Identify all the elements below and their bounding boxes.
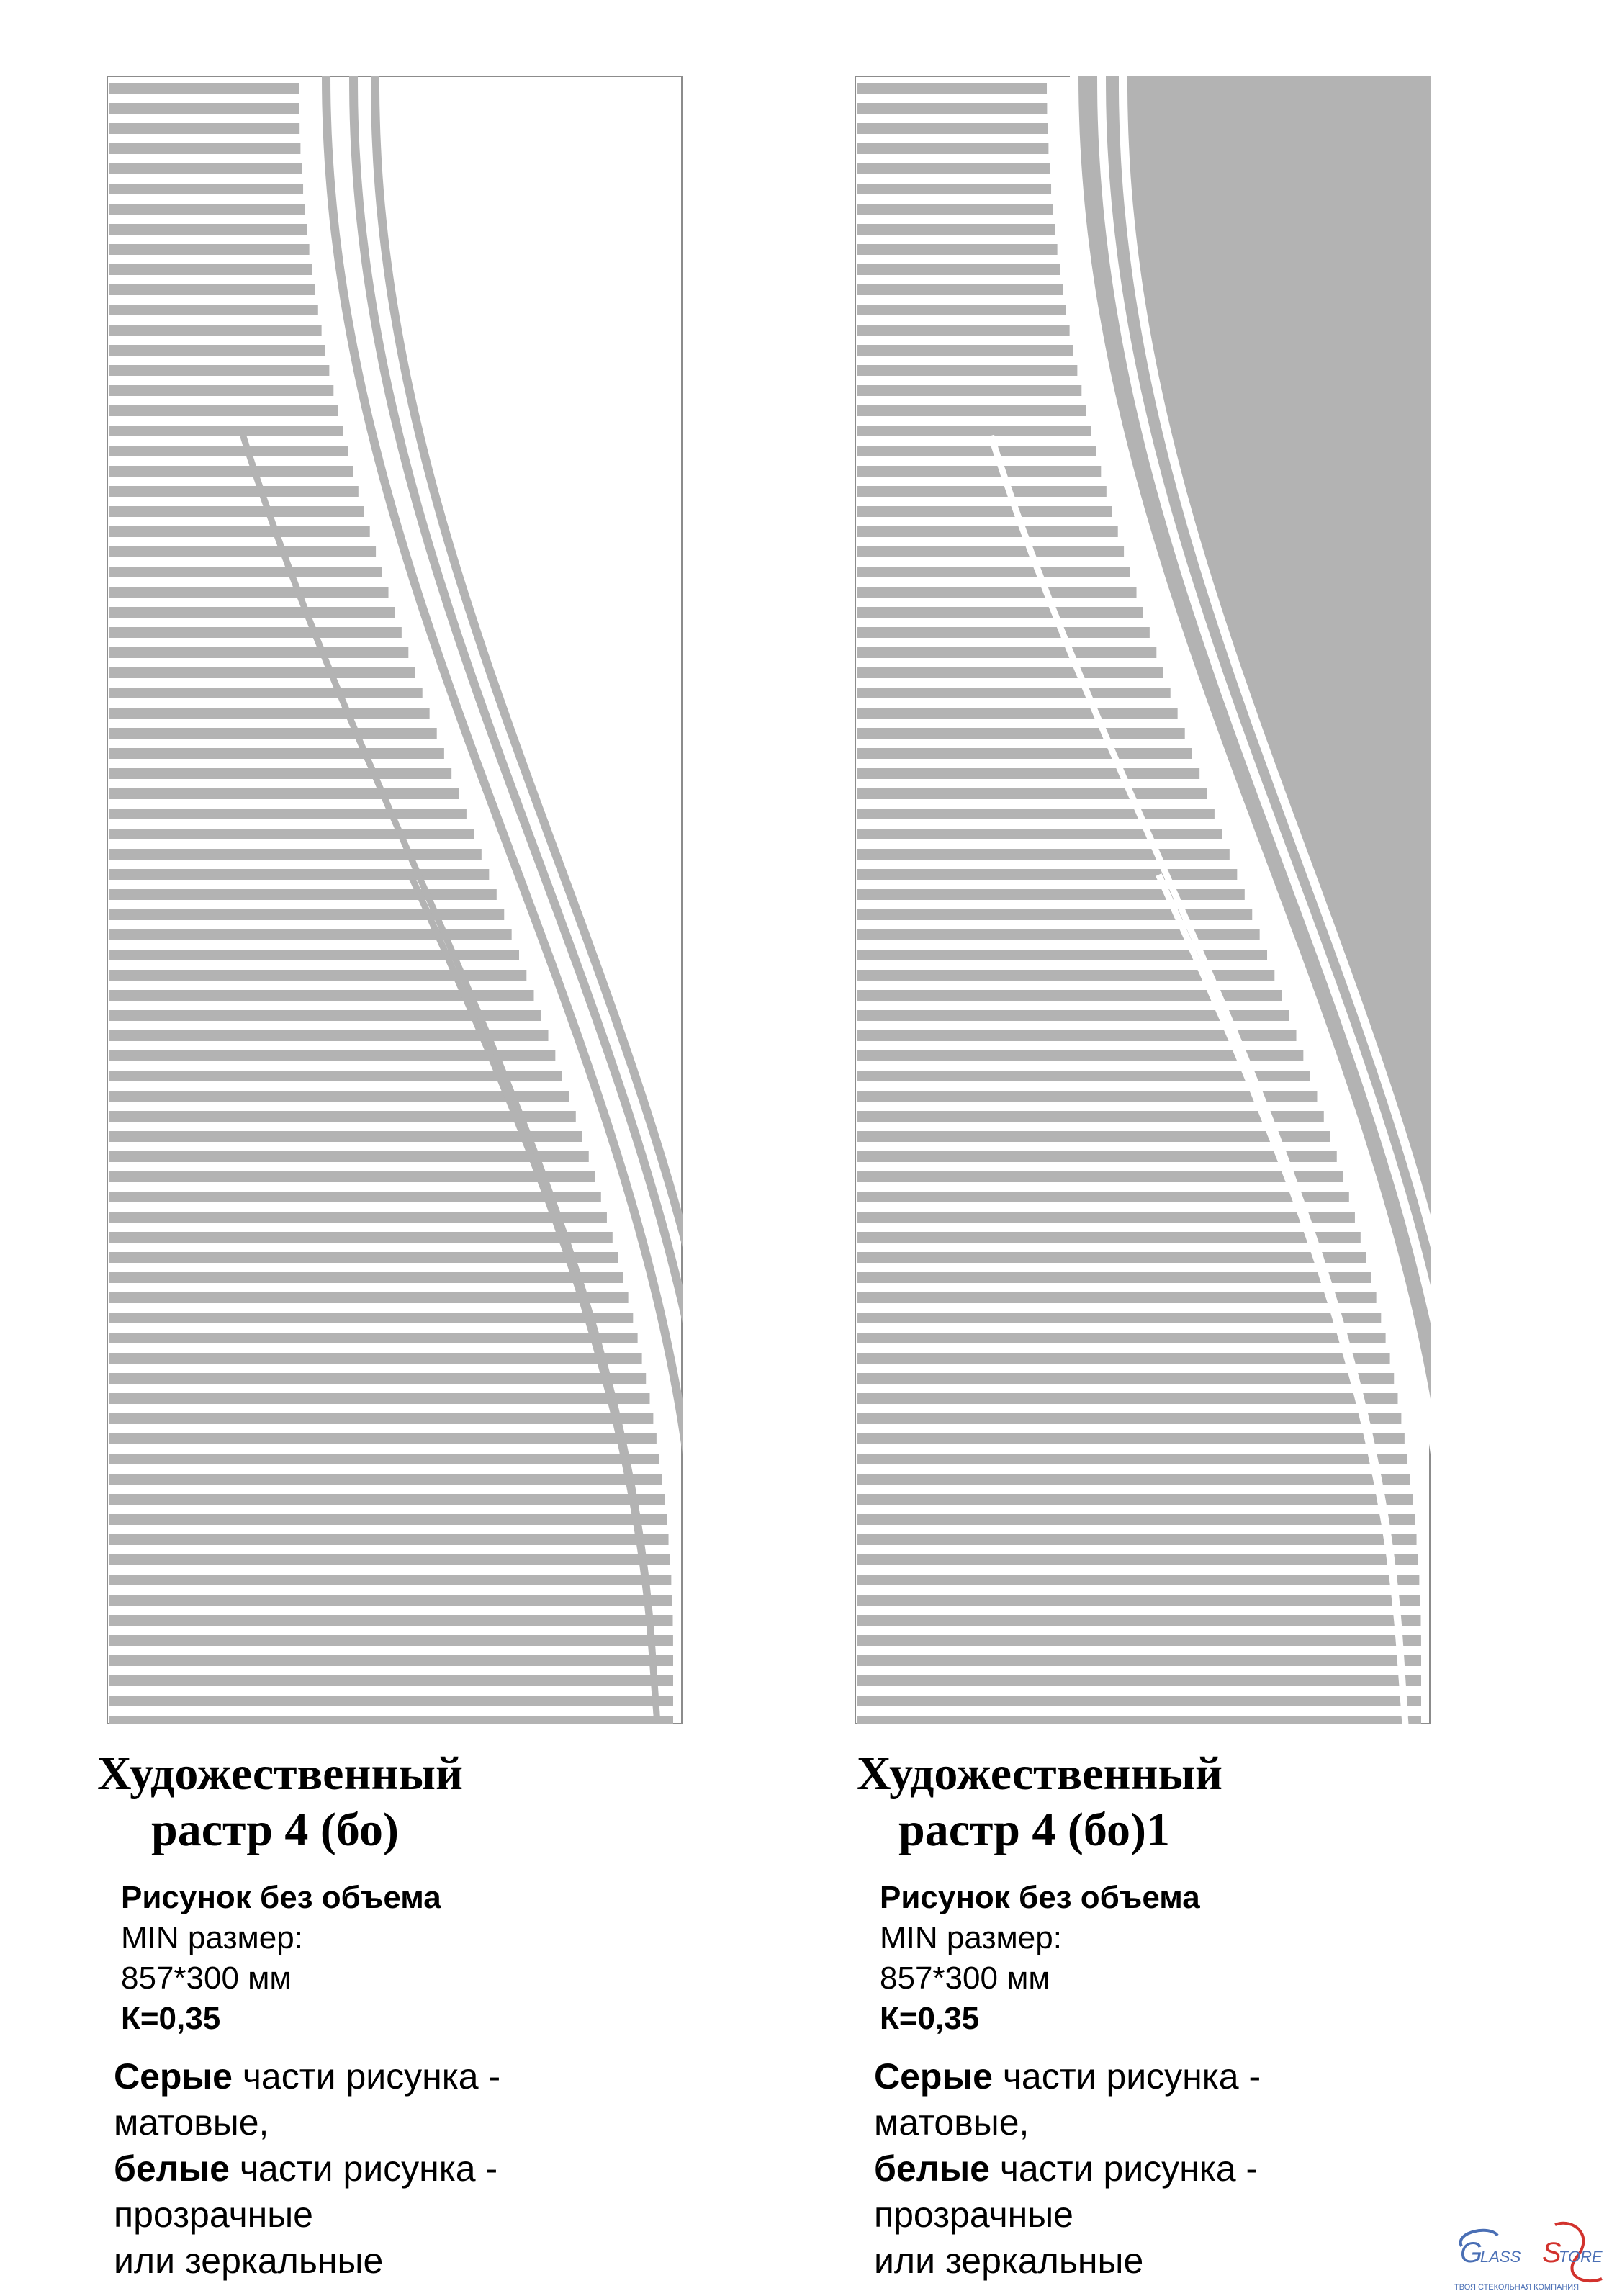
raster-stripe bbox=[857, 1353, 1390, 1364]
raster-stripe bbox=[109, 345, 325, 356]
raster-stripe bbox=[109, 1252, 618, 1263]
raster-stripe bbox=[109, 385, 333, 396]
raster-stripe bbox=[857, 1131, 1330, 1142]
material-note-left bbox=[114, 2053, 500, 2284]
raster-stripe bbox=[109, 546, 376, 557]
raster-stripe bbox=[109, 325, 322, 336]
glass-store-logo bbox=[1447, 2218, 1617, 2296]
raster-stripe bbox=[109, 748, 444, 759]
raster-stripe bbox=[109, 1151, 589, 1162]
raster-stripe bbox=[857, 1655, 1421, 1666]
raster-stripe bbox=[857, 385, 1081, 396]
raster-stripe bbox=[109, 1373, 646, 1384]
raster-stripe bbox=[109, 1514, 667, 1525]
raster-stripe bbox=[109, 1655, 673, 1666]
raster-stripe bbox=[109, 929, 512, 940]
raster-stripe bbox=[857, 1373, 1394, 1384]
raster-stripe bbox=[109, 1353, 642, 1364]
raster-stripe bbox=[109, 688, 423, 698]
raster-stripe bbox=[109, 728, 437, 739]
raster-stripe bbox=[857, 1433, 1405, 1444]
raster-stripe bbox=[109, 1212, 607, 1223]
raster-stripe bbox=[109, 607, 395, 618]
raster-stripe bbox=[857, 869, 1237, 880]
raster-stripe bbox=[857, 224, 1055, 235]
raster-stripe bbox=[109, 1696, 673, 1706]
raster-stripe bbox=[857, 889, 1245, 900]
raster-stripe bbox=[857, 1111, 1324, 1122]
svg-text:TORE: TORE bbox=[1559, 2248, 1603, 2266]
raster-stripe bbox=[109, 184, 303, 194]
material-note-right bbox=[874, 2053, 1261, 2284]
raster-stripe bbox=[857, 103, 1047, 114]
title-line-1: Художественный bbox=[857, 1747, 1223, 1800]
raster-stripe bbox=[109, 446, 348, 456]
raster-stripe bbox=[109, 1615, 673, 1626]
raster-stripe bbox=[857, 688, 1171, 698]
svg-text:ТВОЯ СТЕКОЛЬНАЯ КОМПАНИЯ: ТВОЯ СТЕКОЛЬНАЯ КОМПАНИЯ bbox=[1454, 2283, 1580, 2292]
raster-stripe bbox=[109, 466, 353, 477]
raster-stripe bbox=[857, 1171, 1343, 1182]
raster-stripe bbox=[109, 224, 307, 235]
raster-stripe bbox=[109, 1292, 629, 1303]
raster-stripe bbox=[857, 1272, 1371, 1283]
raster-stripe bbox=[109, 567, 382, 577]
raster-stripe bbox=[857, 284, 1063, 295]
raster-stripe bbox=[857, 1151, 1337, 1162]
raster-stripe bbox=[857, 768, 1199, 779]
note-white-line2: прозрачные bbox=[874, 2194, 1073, 2235]
raster-stripe bbox=[857, 446, 1096, 456]
raster-stripe bbox=[857, 1696, 1421, 1706]
title-line-2: растр 4 (бо)1 bbox=[898, 1804, 1171, 1856]
raster-stripe bbox=[109, 284, 315, 295]
title-line-1: Художественный bbox=[97, 1747, 464, 1800]
design-info-left bbox=[121, 1878, 441, 2039]
raster-stripe bbox=[857, 1212, 1355, 1223]
raster-stripe bbox=[857, 1292, 1377, 1303]
note-gray-line2: матовые, bbox=[114, 2102, 269, 2143]
note-gray-word: Серые bbox=[874, 2056, 993, 2097]
note-gray-line bbox=[874, 2053, 1261, 2099]
raster-stripe bbox=[109, 1131, 582, 1142]
raster-stripe bbox=[857, 849, 1230, 860]
raster-stripe bbox=[109, 1313, 633, 1323]
raster-stripe bbox=[857, 1333, 1386, 1343]
raster-stripe bbox=[109, 889, 497, 900]
size-label: MIN размер: bbox=[121, 1920, 303, 1955]
raster-stripe bbox=[857, 1454, 1407, 1464]
raster-stripe bbox=[109, 123, 299, 134]
raster-stripe bbox=[109, 506, 364, 517]
raster-stripe bbox=[109, 1091, 569, 1102]
raster-stripe bbox=[857, 1595, 1420, 1606]
raster-stripe bbox=[857, 587, 1137, 598]
raster-stripe bbox=[109, 83, 299, 94]
note-white-rest: части рисунка - bbox=[989, 2148, 1258, 2189]
raster-stripe bbox=[109, 849, 482, 860]
raster-stripe bbox=[109, 1171, 595, 1182]
raster-stripe bbox=[857, 264, 1060, 275]
raster-stripe bbox=[857, 748, 1192, 759]
raster-stripe bbox=[857, 184, 1051, 194]
raster-stripe bbox=[857, 546, 1124, 557]
note-white-line3: или зеркальные bbox=[874, 2241, 1144, 2281]
raster-stripe bbox=[857, 909, 1252, 920]
raster-stripe bbox=[109, 1675, 673, 1686]
raster-stripe bbox=[109, 708, 430, 719]
raster-stripe bbox=[109, 809, 467, 819]
note-white-line bbox=[874, 2146, 1261, 2192]
raster-stripe bbox=[109, 365, 329, 376]
raster-stripe bbox=[109, 426, 343, 436]
raster-stripe bbox=[109, 1575, 671, 1585]
raster-stripe bbox=[857, 526, 1118, 537]
raster-stripe bbox=[109, 1111, 576, 1122]
svg-text:S: S bbox=[1542, 2237, 1562, 2269]
raster-stripe bbox=[857, 405, 1086, 416]
design-title-right bbox=[857, 1746, 1222, 1858]
raster-stripe bbox=[109, 1413, 653, 1424]
raster-stripe bbox=[109, 1635, 673, 1646]
raster-stripe bbox=[109, 667, 415, 678]
note-white-line bbox=[114, 2146, 500, 2192]
raster-stripe bbox=[857, 627, 1150, 638]
raster-stripe bbox=[857, 708, 1178, 719]
raster-stripe bbox=[109, 1595, 672, 1606]
note-gray-line bbox=[114, 2053, 500, 2099]
raster-stripe bbox=[109, 587, 389, 598]
raster-stripe bbox=[109, 627, 402, 638]
raster-stripe bbox=[857, 163, 1050, 174]
note-white-word: белые bbox=[114, 2148, 230, 2189]
raster-stripe bbox=[109, 1716, 673, 1724]
raster-stripe bbox=[857, 1575, 1419, 1585]
raster-stripe bbox=[109, 869, 489, 880]
raster-stripe bbox=[109, 264, 312, 275]
raster-stripe bbox=[109, 1272, 623, 1283]
pattern-artwork-left bbox=[107, 76, 683, 1724]
raster-stripe bbox=[109, 647, 408, 658]
raster-stripe bbox=[857, 1494, 1413, 1505]
raster-stripe bbox=[857, 1474, 1410, 1485]
size-label: MIN размер: bbox=[880, 1920, 1062, 1955]
raster-stripe bbox=[857, 365, 1077, 376]
raster-stripe bbox=[857, 345, 1073, 356]
note-white-line2: прозрачные bbox=[114, 2194, 313, 2235]
raster-stripe bbox=[857, 426, 1091, 436]
raster-stripe bbox=[857, 829, 1222, 839]
svg-text:G: G bbox=[1460, 2237, 1483, 2269]
raster-stripe bbox=[857, 466, 1101, 477]
raster-stripe bbox=[109, 1433, 657, 1444]
coefficient: К=0,35 bbox=[121, 2001, 221, 2036]
note-white-word: белые bbox=[874, 2148, 990, 2189]
raster-stripe bbox=[109, 244, 310, 255]
raster-stripe bbox=[109, 1454, 659, 1464]
subtitle: Рисунок без объема bbox=[880, 1880, 1200, 1915]
raster-stripe bbox=[857, 1615, 1421, 1626]
raster-stripe bbox=[857, 1716, 1421, 1724]
raster-stripe bbox=[109, 1474, 662, 1485]
raster-stripe bbox=[857, 204, 1053, 215]
raster-stripe bbox=[857, 788, 1207, 799]
raster-stripe bbox=[109, 1534, 669, 1545]
raster-stripe bbox=[109, 788, 459, 799]
raster-stripe bbox=[857, 809, 1215, 819]
raster-stripe bbox=[857, 1514, 1415, 1525]
design-info-right bbox=[880, 1878, 1200, 2039]
raster-stripe bbox=[109, 909, 504, 920]
subtitle: Рисунок без объема bbox=[121, 1880, 441, 1915]
raster-stripe bbox=[109, 143, 300, 154]
raster-stripe bbox=[857, 506, 1112, 517]
raster-stripe bbox=[857, 1091, 1317, 1102]
raster-stripe bbox=[857, 1313, 1381, 1323]
note-gray-rest: части рисунка - bbox=[992, 2056, 1261, 2097]
raster-stripe bbox=[857, 486, 1107, 497]
raster-stripe bbox=[109, 204, 305, 215]
raster-stripe bbox=[109, 1333, 638, 1343]
raster-stripe bbox=[857, 1675, 1421, 1686]
note-gray-line2: матовые, bbox=[874, 2102, 1030, 2143]
pattern-artwork-right bbox=[855, 76, 1431, 1724]
raster-stripe bbox=[857, 325, 1070, 336]
raster-stripe bbox=[857, 647, 1156, 658]
raster-stripe bbox=[857, 83, 1047, 94]
raster-stripe bbox=[857, 244, 1058, 255]
raster-stripe bbox=[857, 123, 1048, 134]
size-value: 857*300 мм bbox=[880, 1960, 1050, 1996]
raster-stripe bbox=[857, 1534, 1417, 1545]
raster-stripe bbox=[109, 1192, 601, 1202]
raster-stripe bbox=[857, 143, 1048, 154]
note-white-rest: части рисунка - bbox=[229, 2148, 498, 2189]
raster-stripe bbox=[857, 1554, 1418, 1565]
raster-stripe bbox=[109, 1494, 665, 1505]
design-title-left bbox=[97, 1746, 463, 1858]
coefficient: К=0,35 bbox=[880, 2001, 980, 2036]
note-gray-rest: части рисунка - bbox=[232, 2056, 501, 2097]
raster-stripe bbox=[857, 1413, 1401, 1424]
raster-stripe bbox=[857, 667, 1163, 678]
raster-stripe bbox=[109, 1393, 649, 1404]
raster-stripe bbox=[109, 405, 338, 416]
raster-stripe bbox=[109, 526, 370, 537]
raster-stripe bbox=[857, 1192, 1349, 1202]
raster-stripe bbox=[109, 1554, 670, 1565]
raster-stripe bbox=[857, 305, 1066, 315]
raster-stripe bbox=[857, 728, 1185, 739]
raster-stripe bbox=[109, 1232, 613, 1243]
note-gray-word: Серые bbox=[114, 2056, 233, 2097]
raster-stripe bbox=[109, 768, 451, 779]
raster-stripe bbox=[857, 567, 1130, 577]
raster-stripe bbox=[857, 1393, 1397, 1404]
note-white-line3: или зеркальные bbox=[114, 2241, 384, 2281]
title-line-2: растр 4 (бо) bbox=[151, 1804, 400, 1856]
raster-stripe bbox=[857, 1635, 1421, 1646]
svg-text:LASS: LASS bbox=[1480, 2248, 1521, 2266]
raster-stripe bbox=[857, 929, 1260, 940]
size-value: 857*300 мм bbox=[121, 1960, 292, 1996]
raster-stripe bbox=[109, 486, 359, 497]
raster-stripe bbox=[109, 163, 302, 174]
raster-stripe bbox=[857, 1232, 1361, 1243]
raster-stripe bbox=[109, 829, 474, 839]
raster-stripe bbox=[109, 305, 318, 315]
raster-stripe bbox=[857, 1252, 1366, 1263]
raster-stripe bbox=[857, 607, 1143, 618]
raster-stripe bbox=[109, 103, 299, 114]
